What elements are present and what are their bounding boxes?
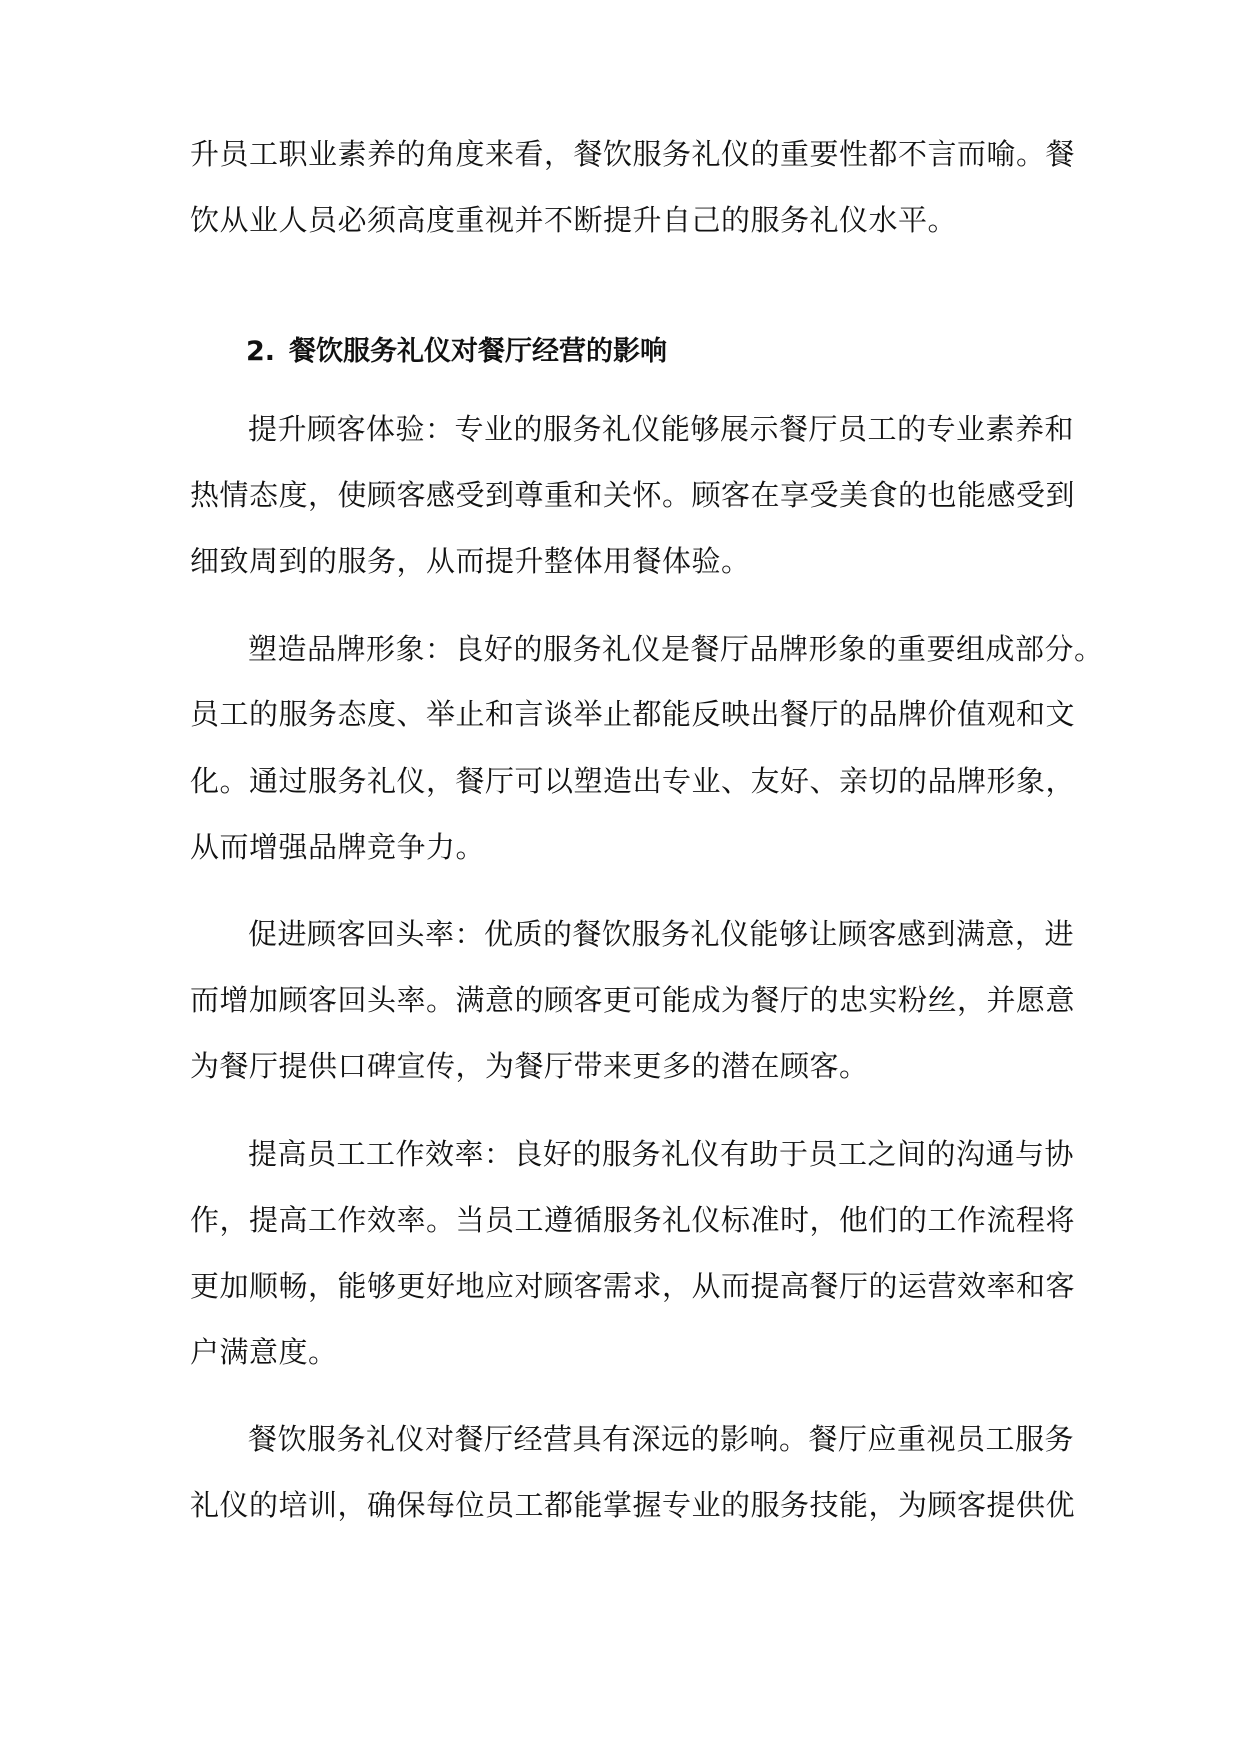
- paragraph-4-line-1: 提高员工工作效率：良好的服务礼仪有助于员工之间的沟通与协: [248, 1137, 1075, 1171]
- intro-line-1: 升员工职业素养的角度来看，餐饮服务礼仪的重要性都不言而喻。餐: [190, 137, 1076, 171]
- paragraph-4-line-4: 户满意度。: [190, 1335, 338, 1369]
- intro-line-2: 饮从业人员必须高度重视并不断提升自己的服务礼仪水平。: [190, 203, 958, 237]
- paragraph-1-line-3: 细致周到的服务，从而提升整体用餐体验。: [190, 544, 751, 578]
- paragraph-4-line-2: 作，提高工作效率。当员工遵循服务礼仪标准时，他们的工作流程将: [190, 1203, 1076, 1237]
- paragraph-1-line-1: 提升顾客体验：专业的服务礼仪能够展示餐厅员工的专业素养和: [248, 412, 1075, 446]
- section-number: 2.: [246, 336, 276, 367]
- section-title: 餐饮服务礼仪对餐厅经营的影响: [289, 336, 668, 367]
- paragraph-2-line-1: 塑造品牌形象：良好的服务礼仪是餐厅品牌形象的重要组成部分。: [248, 632, 1104, 666]
- paragraph-3-line-2: 而增加顾客回头率。满意的顾客更可能成为餐厅的忠实粉丝，并愿意: [190, 983, 1076, 1017]
- paragraph-1-line-2: 热情态度，使顾客感受到尊重和关怀。顾客在享受美食的也能感受到: [190, 478, 1076, 512]
- paragraph-2-line-4: 从而增强品牌竞争力。: [190, 830, 486, 864]
- paragraph-3-line-1: 促进顾客回头率：优质的餐饮服务礼仪能够让顾客感到满意，进: [248, 917, 1075, 951]
- section-heading: [246, 332, 667, 372]
- paragraph-5-line-2: 礼仪的培训，确保每位员工都能掌握专业的服务技能，为顾客提供优: [190, 1488, 1076, 1522]
- paragraph-3-line-3: 为餐厅提供口碑宣传，为餐厅带来更多的潜在顾客。: [190, 1049, 869, 1083]
- paragraph-5-line-1: 餐饮服务礼仪对餐厅经营具有深远的影响。餐厅应重视员工服务: [248, 1422, 1075, 1456]
- paragraph-2-line-2: 员工的服务态度、举止和言谈举止都能反映出餐厅的品牌价值观和文: [190, 697, 1076, 731]
- paragraph-4-line-3: 更加顺畅，能够更好地应对顾客需求，从而提高餐厅的运营效率和客: [190, 1269, 1076, 1303]
- paragraph-2-line-3: 化。通过服务礼仪，餐厅可以塑造出专业、友好、亲切的品牌形象，: [190, 764, 1076, 798]
